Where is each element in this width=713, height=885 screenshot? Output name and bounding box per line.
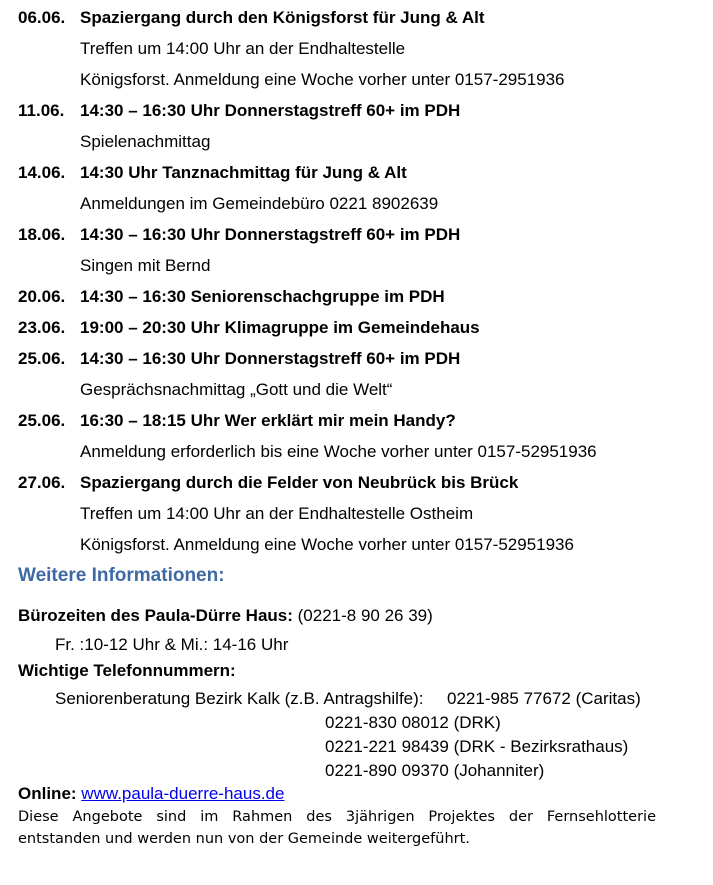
event-title: 19:00 – 20:30 Uhr Klimagruppe im Gemeindehaus: [80, 318, 480, 337]
event-date: 23.06.: [18, 318, 66, 337]
event-title: Spaziergang durch die Felder von Neubrück bis Brück: [80, 473, 519, 492]
event-title: Spaziergang durch den Königsforst für Jung & Alt: [80, 8, 485, 27]
event-date: 06.06.: [18, 8, 66, 27]
counseling-label: Seniorenberatung Bezirk Kalk (z.B. Antragshilfe):: [55, 689, 424, 708]
event-date: 25.06.: [18, 411, 66, 430]
event-date: 25.06.: [18, 349, 66, 368]
event-title: 14:30 – 16:30 Uhr Donnerstagstreff 60+ im PDH: [80, 101, 461, 120]
event: [18, 343, 460, 405]
event-title: 14:30 Uhr Tanznachmittag für Jung & Alt: [80, 163, 407, 182]
office-phone: (0221-8 90 26 39): [292, 606, 433, 625]
event: [18, 157, 438, 219]
event-detail: Gesprächsnachmittag „Gott und die Welt“: [80, 380, 393, 399]
info-heading: Weitere Informationen:: [18, 565, 225, 586]
event-detail: Königsforst. Anmeldung eine Woche vorher unter 0157-2951936: [80, 70, 565, 89]
event: [18, 2, 565, 95]
event: [18, 405, 597, 467]
phone-number: 0221-221 98439 (DRK - Bezirksrathaus): [325, 737, 629, 756]
event-title: 14:30 – 16:30 Seniorenschachgruppe im PDH: [80, 287, 445, 306]
event-title: 14:30 – 16:30 Uhr Donnerstagstreff 60+ im PDH: [80, 225, 461, 244]
event-title: 14:30 – 16:30 Uhr Donnerstagstreff 60+ im PDH: [80, 349, 461, 368]
office-hours: Fr. :10-12 Uhr & Mi.: 14-16 Uhr: [55, 635, 289, 654]
event-date: 14.06.: [18, 163, 66, 182]
event-date: 20.06.: [18, 287, 66, 306]
event-date: 27.06.: [18, 473, 66, 492]
event: [18, 219, 460, 281]
event-detail: Treffen um 14:00 Uhr an der Endhaltestelle Ostheim: [80, 504, 474, 523]
phone-number: 0221-890 09370 (Johanniter): [325, 761, 545, 780]
office-label: Bürozeiten des Paula-Dürre Haus:: [18, 606, 293, 625]
event-detail: Königsforst. Anmeldung eine Woche vorher unter 0157-52951936: [80, 535, 574, 554]
event: [18, 467, 574, 560]
event-detail: Anmeldung erforderlich bis eine Woche vorher unter 0157-52951936: [80, 442, 597, 461]
office-line: [18, 606, 433, 626]
phones-label: Wichtige Telefonnummern:: [18, 661, 236, 680]
event-detail: Spielenachmittag: [80, 132, 211, 151]
event: [18, 281, 445, 312]
event: [18, 95, 460, 157]
online-line: [18, 784, 284, 804]
online-label: Online:: [18, 784, 77, 803]
event-date: 11.06.: [18, 101, 65, 120]
phone-number: 0221-830 08012 (DRK): [325, 713, 501, 732]
website-link[interactable]: www.paula-duerre-haus.de: [81, 784, 285, 803]
event-detail: Anmeldungen im Gemeindebüro 0221 8902639: [80, 194, 439, 213]
event-detail: Singen mit Bernd: [80, 256, 211, 275]
event-date: 18.06.: [18, 225, 66, 244]
event-detail: Treffen um 14:00 Uhr an der Endhaltestelle: [80, 39, 406, 58]
event-title: 16:30 – 18:15 Uhr Wer erklärt mir mein Handy?: [80, 411, 456, 430]
event: [18, 312, 480, 343]
footer-note: Diese Angebote sind im Rahmen des 3jährigen Projektes der Fernsehlotterie entstanden und werden nun von der Gemeinde weitergeführt.: [18, 809, 656, 847]
phone-number: 0221-985 77672 (Caritas): [447, 689, 641, 708]
